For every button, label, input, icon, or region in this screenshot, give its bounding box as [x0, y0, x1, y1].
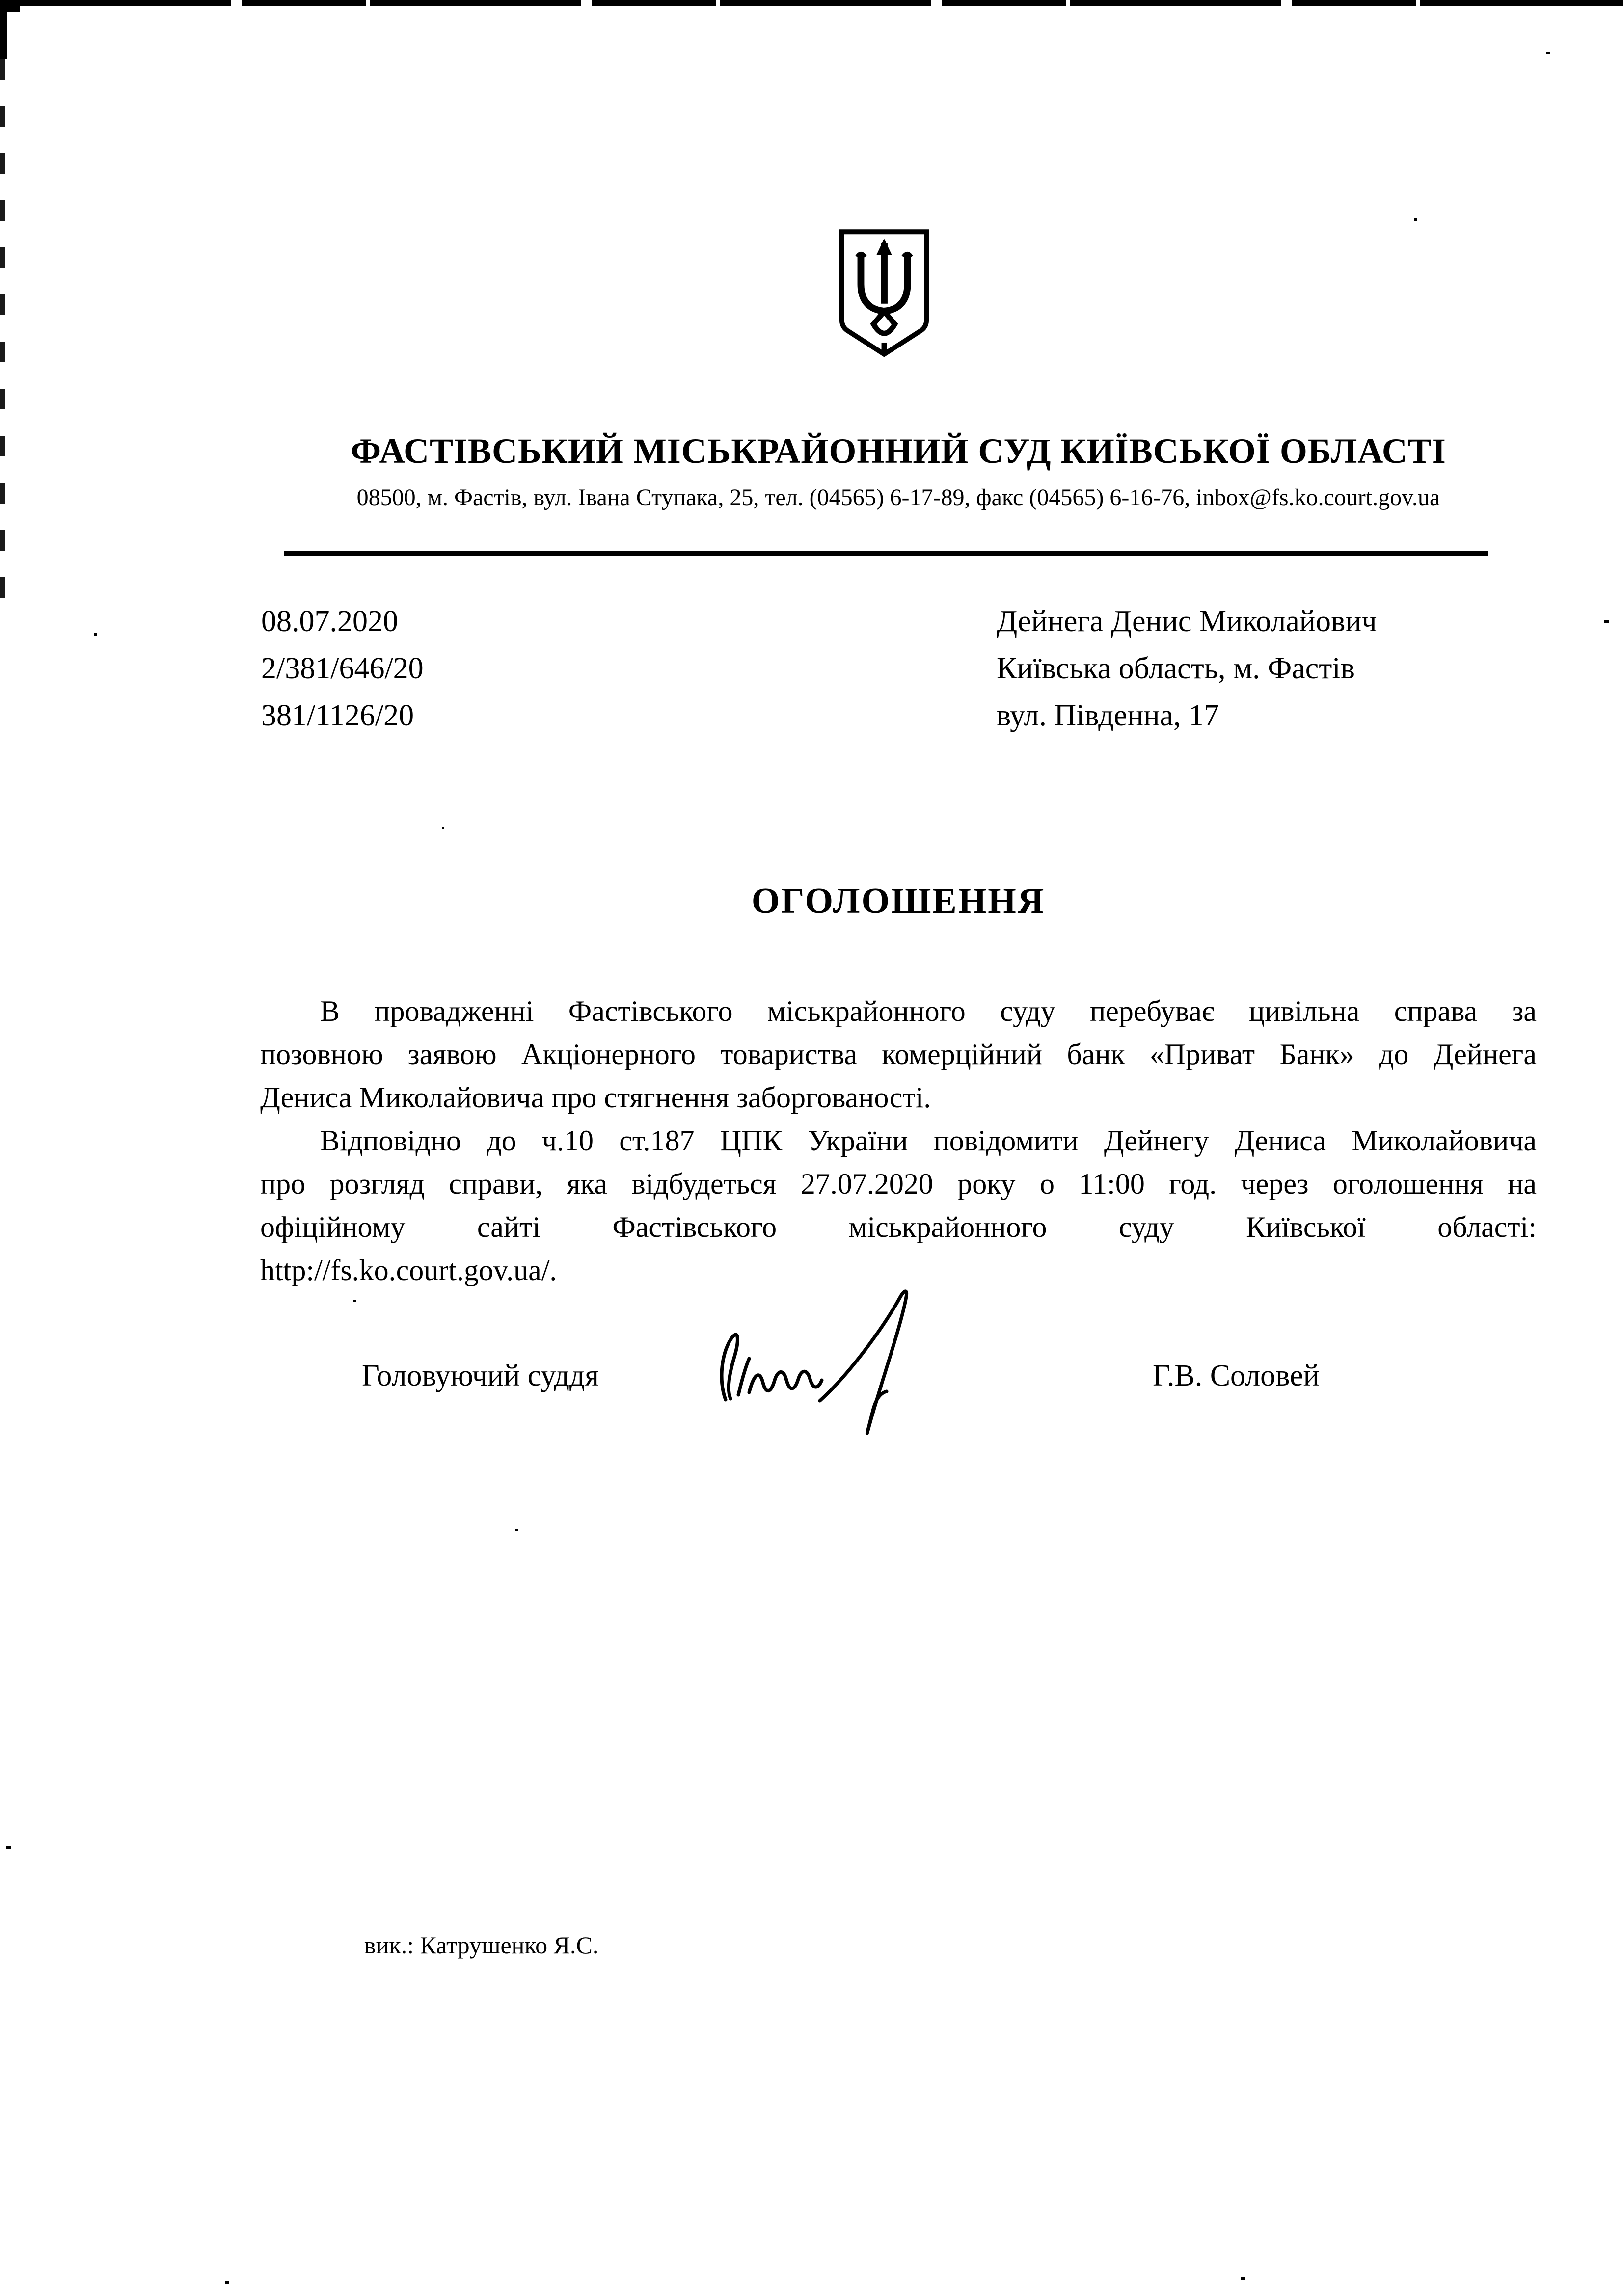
body-line-url: http://fs.ko.court.gov.ua/. [260, 1254, 557, 1286]
scan-speck [1414, 218, 1417, 221]
recipient-street: вул. Південна, 17 [997, 699, 1219, 732]
court-name-heading: ФАСТІВСЬКИЙ МІСЬКРАЙОННИЙ СУД КИЇВСЬКОЇ ОБЛАСТІ [351, 431, 1446, 471]
recipient-name: Дейнега Денис Миколайович [997, 605, 1377, 638]
judge-name: Г.В. Соловей [1153, 1359, 1320, 1392]
scan-speck [1546, 52, 1550, 54]
scan-top-border-artifact [20, 0, 1623, 6]
body-line: В провадженні Фастівського міськрайонного суду перебуває цивільна справа за [320, 995, 1537, 1027]
scan-speck [1604, 620, 1609, 623]
body-line: про розгляд справи, яка відбудеться 27.07.2020 року о 11:00 год. через оголошення на [260, 1168, 1537, 1200]
scan-speck [1241, 2277, 1245, 2280]
body-line: Дениса Миколайовича про стягнення заборгованості. [260, 1081, 931, 1114]
body-line: позовною заявою Акціонерного товариства комерційний банк «Приват Банк» до Дейнега [260, 1038, 1537, 1070]
court-address-line: 08500, м. Фастів, вул. Івана Ступака, 25, тел. (04565) 6-17-89, факс (04565) 6-16-76, inbox@fs.ko.court.gov.ua [356, 484, 1440, 510]
recipient-block [997, 598, 1377, 739]
handwritten-signature [691, 1282, 956, 1449]
proceeding-number: 381/1126/20 [261, 699, 414, 732]
body-line: Відповідно до ч.10 ст.187 ЦПК України повідомити Дейнегу Дениса Миколайовича [320, 1124, 1537, 1157]
header-separator-rule [284, 551, 1488, 556]
scan-speck [225, 2281, 229, 2284]
announcement-body [260, 989, 1537, 1292]
judge-role-label: Головуючий суддя [362, 1359, 599, 1392]
document-date: 08.07.2020 [261, 605, 398, 638]
reference-block [261, 598, 424, 739]
scan-speck [1613, 0, 1623, 5]
document-title: ОГОЛОШЕННЯ [751, 881, 1046, 921]
scan-speck [353, 1300, 356, 1302]
executor-line: вик.: Катрушенко Я.С. [364, 1931, 599, 1959]
scan-speck [442, 827, 444, 829]
scan-left-streak-artifact [0, 59, 5, 623]
scan-speck [94, 633, 97, 636]
scan-left-streak-artifact [0, 0, 7, 59]
scan-speck [6, 1846, 11, 1849]
case-number: 2/381/646/20 [261, 652, 424, 685]
scan-speck [515, 1529, 518, 1531]
ukraine-trident-emblem-icon [836, 227, 933, 359]
body-line: офіційному сайті Фастівського міськрайонного суду Київської області: [260, 1211, 1537, 1243]
recipient-city: Київська область, м. Фастів [997, 652, 1355, 685]
